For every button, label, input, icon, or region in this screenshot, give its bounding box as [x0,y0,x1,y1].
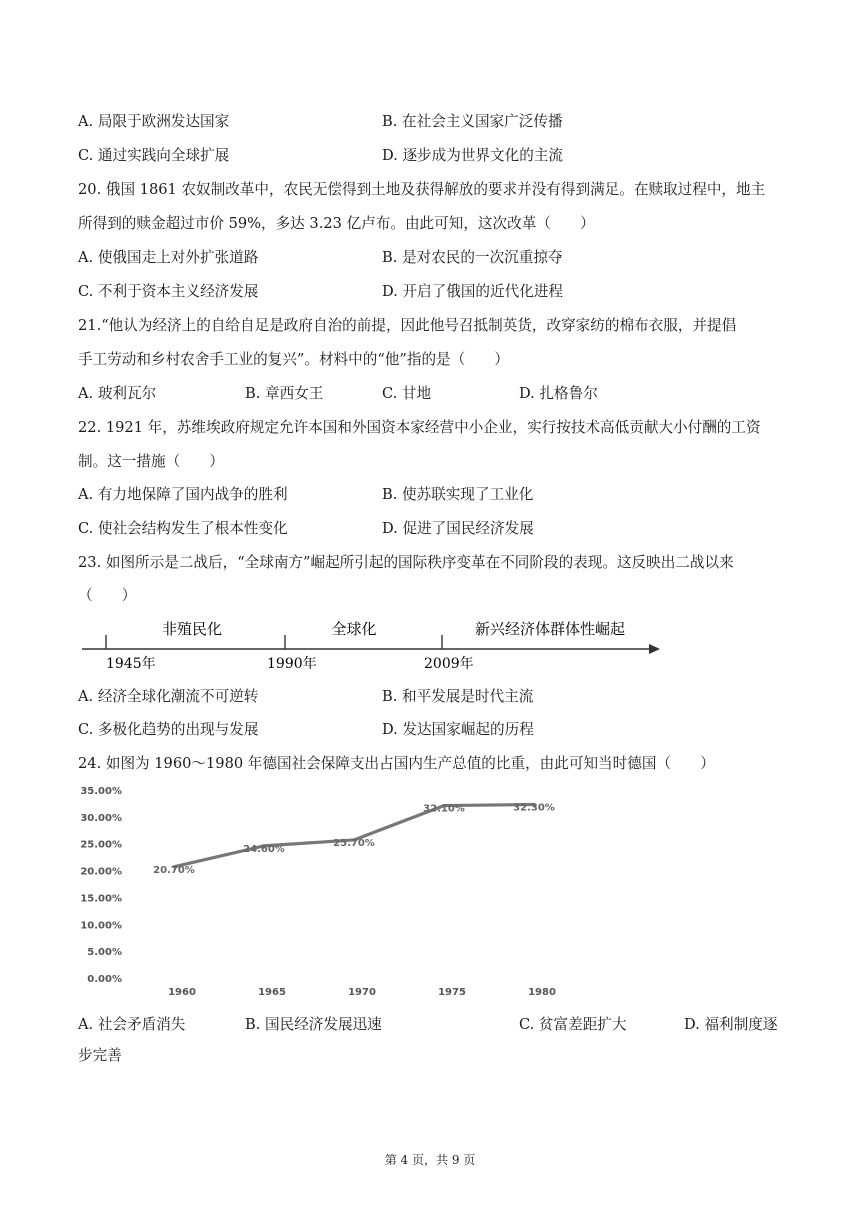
q22-stem-line1: 22. 1921 年，苏维埃政府规定允许本国和外国资本家经营中小企业，实行按技术高低贡献大小付酬的工资 [78,419,761,436]
q22-option-b: B. 使苏联实现了工业化 [382,486,534,503]
q21-option-b: B. 章西女王 [245,385,324,402]
q24-option-c: C. 贫富差距扩大 [519,1016,627,1033]
timeline-stage-globalization: 全球化 [331,620,377,638]
series-line [174,805,534,867]
q19-option-d: D. 逐步成为世界文化的主流 [382,147,563,164]
x-tick-label: 1975 [438,987,466,998]
q23-option-b: B. 和平发展是时代主流 [382,688,534,705]
q21-option-c: C. 甘地 [382,385,432,402]
q20-option-d: D. 开启了俄国的近代化进程 [382,283,563,300]
q22-stem-line2: 制。这一措施（ ） [78,453,224,470]
y-tick-label: 15.00% [80,893,122,905]
timeline-stage-emerging-economies: 新兴经济体群体性崛起 [474,620,626,638]
y-tick-label: 10.00% [80,920,122,932]
y-tick-label: 30.00% [80,812,122,824]
timeline-stage-decolonization: 非殖民化 [161,620,223,638]
timeline-arrow [649,644,660,654]
q21-option-a: A. 玻利瓦尔 [78,385,157,402]
x-tick-label: 1980 [528,987,556,998]
q22-option-a: A. 有力地保障了国内战争的胜利 [78,486,288,503]
q20-option-c: C. 不利于资本主义经济发展 [78,283,259,300]
q21-stem-line1: 21.“他认为经济上的自给自足是政府自治的前提，因此他号召抵制英货，改穿家纺的棉布衣服，并提倡 [78,317,737,334]
y-tick-label: 0.00% [87,974,122,985]
q23-option-d: D. 发达国家崛起的历程 [382,721,534,738]
q21-stem-line2: 手工劳动和乡村农舍手工业的复兴”。材料中的“他”指的是（ ） [78,351,510,368]
q24-option-a: A. 社会矛盾消失 [78,1016,186,1033]
y-tick-label: 5.00% [87,947,122,959]
q23-option-a: A. 经济全球化潮流不可逆转 [78,688,259,705]
q23-timeline-figure [80,608,670,678]
q20-option-b: B. 是对农民的一次沉重掠夺 [382,249,563,266]
data-label: 24.60% [243,843,285,855]
q24-line-chart [78,780,568,1002]
q20-option-a: A. 使俄国走上对外扩张道路 [78,249,259,266]
x-tick-label: 1965 [258,987,286,998]
data-label: 32.10% [423,803,465,815]
q22-option-c: C. 使社会结构发生了根本性变化 [78,520,288,537]
q19-option-c: C. 通过实践向全球扩展 [78,147,230,164]
timeline-year-1945: 1945年 [106,656,156,672]
data-label: 20.70% [153,864,195,876]
q24-option-d: D. 福利制度逐 [684,1016,778,1033]
y-tick-label: 35.00% [80,786,122,797]
q23-stem-line1: 23. 如图所示是二战后，“全球南方”崛起所引起的国际秩序变革在不同阶段的表现。这反映出二战以来 [78,554,734,571]
q22-option-d: D. 促进了国民经济发展 [382,520,534,537]
q23-stem-line2: （ ） [78,587,137,604]
y-tick-label: 25.00% [80,839,122,851]
q23-option-c: C. 多极化趋势的出现与发展 [78,721,259,738]
data-label: 25.70% [333,837,375,849]
q21-option-d: D. 扎格鲁尔 [519,385,598,402]
y-tick-label: 20.00% [80,866,122,878]
page-footer: 第 4 页，共 9 页 [384,1153,476,1167]
x-tick-label: 1970 [348,987,376,998]
q20-stem-line1: 20. 俄国 1861 农奴制改革中，农民无偿得到土地及获得解放的要求并没有得到满足。在赎取过程中，地主 [78,181,766,198]
q24-stem-line1: 24. 如图为 1960～1980 年德国社会保障支出占国内生产总值的比重，由此可知当时德国（ ） [78,755,715,772]
timeline-year-1990: 1990年 [267,656,317,672]
q20-stem-line2: 所得到的赎金超过市价 59%，多达 3.23 亿卢布。由此可知，这次改革（ ） [78,215,595,232]
q24-option-d-continued: 步完善 [78,1047,122,1064]
q19-option-b: B. 在社会主义国家广泛传播 [382,113,563,130]
data-label: 32.30% [513,802,555,814]
q19-option-a: A. 局限于欧洲发达国家 [78,113,230,130]
q24-option-b: B. 国民经济发展迅速 [245,1016,382,1033]
x-tick-label: 1960 [168,987,196,998]
timeline-year-2009: 2009年 [424,656,474,672]
